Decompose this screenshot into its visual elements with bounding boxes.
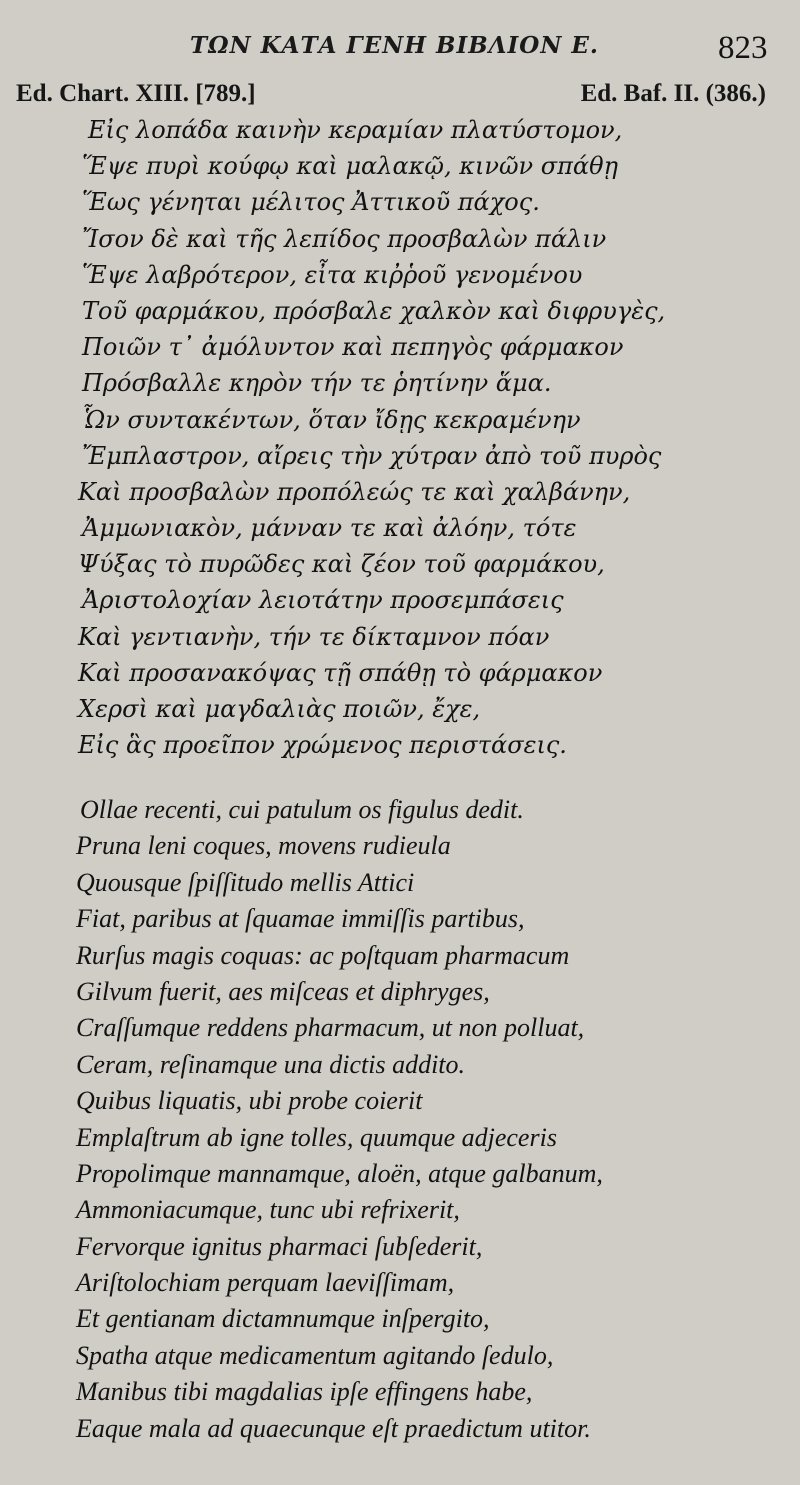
greek-verse-line: Καὶ γεντιανὴν, τήν τε δίκταμνον πόαν <box>78 622 550 651</box>
greek-verse-line: Ἔμπλαστρον, αἴρεις τὴν χύτραν ἀπὸ τοῦ πυρὸς <box>82 441 662 470</box>
latin-verse-line: Spatha atque medicamentum agitando ſedulo, <box>76 1340 554 1370</box>
greek-verse-line: Ἴσον δὲ καὶ τῆς λεπίδος προσβαλὼν πάλιν <box>82 224 607 253</box>
edition-basel-ref: Ed. Baf. II. (386.) <box>580 80 766 107</box>
latin-verse-line: Gilvum fuerit, aes miſceas et diphryges, <box>76 976 490 1006</box>
page-header <box>0 30 800 70</box>
greek-verse-line: Εἰς λοπάδα καινὴν κεραμίαν πλατύστομον, <box>88 116 623 144</box>
greek-verse-line: Ἕως γένηται μέλιτος Ἀττικοῦ πάχος. <box>82 188 540 217</box>
latin-verse-line: Ceram, reſinamque una dictis addito. <box>76 1049 466 1079</box>
greek-verse-line: Καὶ προσβαλὼν προπόλεώς τε καὶ χαλβάνην, <box>78 477 631 506</box>
latin-verse-line: Pruna leni coques, movens rudieula <box>76 831 451 861</box>
latin-verse-line: Ammoniacumque, tunc ubi refrixerit, <box>76 1195 460 1225</box>
latin-verse-line: Et gentianam dictamnumque inſpergito, <box>76 1304 490 1334</box>
greek-verse-line: Καὶ προσανακόψας τῇ σπάθῃ τὸ φάρμακον <box>78 658 603 687</box>
edition-references <box>0 80 800 114</box>
greek-verse-line: Ὧν συντακέντων, ὅταν ἴδῃς κεκραμένην <box>82 405 581 434</box>
greek-verse-block <box>78 112 778 763</box>
latin-verse-line: Fervorque ignitus pharmaci ſubſederit, <box>76 1231 483 1261</box>
latin-verse-line: Fiat, paribus at ſquamae immiſſis partibus, <box>76 904 525 934</box>
edition-chartier-ref: Ed. Chart. XIII. [789.] <box>16 80 256 107</box>
greek-verse-line: Ἀμμωνιακὸν, μάνναν τε καὶ ἀλόην, τότε <box>82 514 577 543</box>
greek-verse-line: Ἕψε πυρὶ κούφῳ καὶ μαλακῷ, κινῶν σπάθῃ <box>82 152 618 181</box>
greek-verse-line: Ἕψε λαβρότερον, εἶτα κιῤῥοῦ γενομένου <box>82 260 583 289</box>
latin-verse-line: Manibus tibi magdalias ipſe effingens habe, <box>76 1377 533 1407</box>
greek-verse-line: Τοῦ φαρμάκου, πρόσβαλε χαλκὸν καὶ διφρυγὲς, <box>82 296 666 325</box>
latin-verse-line: Craſſumque reddens pharmacum, ut non polluat, <box>76 1013 585 1043</box>
greek-verse-line: Ἀριστολοχίαν λειοτάτην προσεμπάσεις <box>82 586 564 615</box>
greek-verse-line: Ψύξας τὸ πυρῶδες καὶ ζέον τοῦ φαρμάκου, <box>78 550 605 579</box>
greek-verse-line: Εἰς ἃς προεῖπον χρώμενος περιστάσεις. <box>78 731 567 760</box>
running-title: ΤΩΝ ΚΑΤΑ ΓΕΝΗ ΒΙΒΛΙΟΝ Ε. <box>190 32 599 59</box>
latin-verse-line: Propolimque mannamque, aloën, atque galbanum, <box>76 1158 603 1188</box>
greek-verse-line: Χερσὶ καὶ μαγδαλιὰς ποιῶν, ἔχε, <box>78 695 481 723</box>
greek-verse-line: Πρόσβαλλε κηρὸν τήν τε ῥητίνην ἅμα. <box>82 369 552 398</box>
page-number: 823 <box>718 30 768 66</box>
latin-verse-line: Ariſtolochiam perquam laeviſſimam, <box>76 1268 455 1298</box>
latin-verse-line: Ollae recenti, cui patulum os figulus dedit. <box>80 795 524 824</box>
latin-verse-block <box>76 792 786 1447</box>
latin-verse-line: Quibus liquatis, ubi probe coierit <box>76 1086 423 1116</box>
latin-verse-line: Quousque ſpiſſitudo mellis Attici <box>76 867 415 897</box>
greek-verse-line: Ποιῶν τ᾽ ἀμόλυντον καὶ πεπηγὸς φάρμακον <box>82 333 624 362</box>
latin-verse-line: Eaque mala ad quaecunque eſt praedictum utitor. <box>76 1413 591 1443</box>
latin-verse-line: Rurſus magis coquas: ac poſtquam pharmacum <box>76 940 570 970</box>
latin-verse-line: Emplaſtrum ab igne tolles, quumque adjeceris <box>76 1122 557 1152</box>
